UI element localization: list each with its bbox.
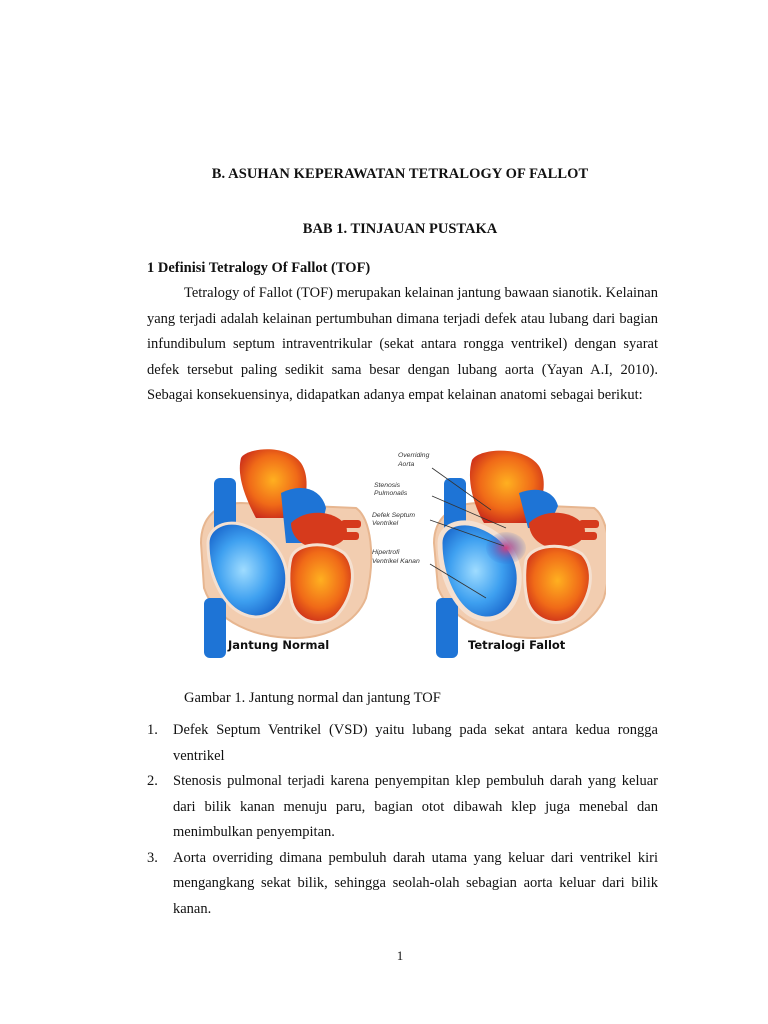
list-text: Defek Septum Ventrikel (VSD) yaitu lubang pada sekat antara kedua rongga ventrikel: [173, 722, 658, 764]
normal-heart: [201, 449, 371, 658]
heart-diagram-illustration: [186, 448, 606, 663]
figure-caption: Gambar 1. Jantung normal dan jantung TOF: [184, 690, 441, 706]
anomaly-list: [147, 718, 658, 922]
annotation-ventrikel: Ventrikel: [372, 520, 399, 527]
page-number: 1: [396, 948, 404, 963]
annotation-stenosis: Stenosis: [374, 482, 401, 489]
list-item: [147, 718, 658, 769]
annotation-pulmonalis: Pulmonalis: [374, 490, 408, 497]
section-heading: 1 Definisi Tetralogy Of Fallot (TOF): [147, 260, 371, 276]
heart-figure: [186, 448, 606, 663]
list-item: [147, 846, 658, 923]
annotation-overriding: Overriding: [398, 452, 430, 459]
annotation-ventrikel-kanan: Ventrikel Kanan: [372, 558, 420, 565]
list-number: 3.: [147, 849, 158, 866]
annotation-defek-septum: Defek Septum: [372, 512, 416, 519]
list-text: Aorta overriding dimana pembuluh darah utama yang keluar dari ventrikel kiri mengangkang sekat bilik, sehingga seolah-olah sebagian aorta keluar dari bilik kanan.: [173, 849, 658, 917]
annotation-aorta: Aorta: [398, 461, 415, 468]
list-number: 1.: [147, 722, 158, 738]
list-text: Stenosis pulmonal terjadi karena penyempitan klep pembuluh darah yang keluar dari bilik kanan menuju paru, bagian otot dibawah klep juga menebal dan menimbulkan penyempitan.: [173, 773, 658, 840]
label-jantung-normal: Jantung Normal: [228, 638, 330, 652]
tof-heart: [434, 451, 606, 658]
label-tetralogi-fallot: Tetralogi Fallot: [468, 638, 566, 652]
definition-paragraph: Tetralogy of Fallot (TOF) merupakan kelainan jantung bawaan sianotik. Kelainan yang terjadi adalah kelainan pertumbuhan dimana terjadi defek atau lubang dari bagian infundibulum septum intraventrikular (sekat antara rongga ventrikel) dengan syarat defek tersebut paling sedikit sama besar dengan lubang aorta (Yayan A.I, 2010). Sebagai konsekuensinya, didapatkan adanya empat kelainan anatomi sebagai berikut:: [147, 285, 658, 403]
list-number: 2.: [147, 773, 158, 789]
annotation-hipertrofi: Hipertrofi: [372, 549, 400, 556]
document-title: B. ASUHAN KEPERAWATAN TETRALOGY OF FALLOT: [211, 166, 589, 182]
chapter-title: BAB 1. TINJAUAN PUSTAKA: [302, 221, 498, 237]
list-item: [147, 769, 658, 846]
